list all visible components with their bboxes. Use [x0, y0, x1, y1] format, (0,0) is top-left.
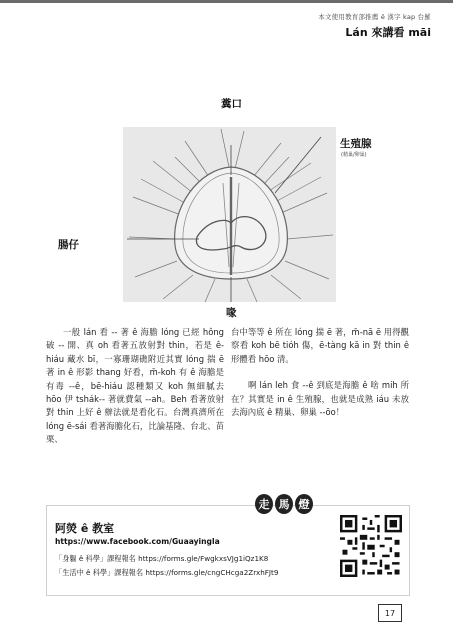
facebook-link[interactable]: https://www.facebook.com/Guaayingla [55, 537, 220, 546]
course-link-life-science[interactable]: 「生活中 ê 科學」課程報名 https://forms.gle/cngCHcga2ZrxhFJt9 [55, 568, 279, 577]
label-intestine: 腸仔 [58, 239, 79, 251]
label-mouth: 喙 [226, 307, 237, 319]
header-title: Lán 來講看 māi [345, 26, 431, 39]
label-gonad: 生殖腺 [340, 138, 372, 150]
page-number: 17 [378, 604, 402, 622]
banner-char: 馬 [275, 494, 293, 514]
banner-char: 走 [255, 494, 273, 514]
ticker-banner [255, 494, 313, 516]
sea-urchin-drawing [123, 127, 336, 302]
article-column-left [46, 326, 224, 447]
sea-urchin-figure [123, 127, 336, 302]
article-paragraph: 一般 lán 看 -- 著 ê 海膽 lóng 已經 hông 破 -- 開、真 oh 看著五放射對 thin，若是 ê-hiáu 藏水 bī，一寡珊瑚礁附近其實 lóng 揣 ē 著 in ê 形影 thang 好看，m̄-koh 有 ê 海膽是有毒 --ê，bē-hiáu 認種類又 koh 無細膩去 hōo 伊 tshák-- 著就費氣 --ah。Beh 看著放射對 thin 上好 ê 辦法就是看化石。台灣真濟所在 lóng ē-sái 看著海膽化石，比論基隆、台北、苗栗、 [46, 327, 224, 445]
article-paragraph: 啊 lán leh 食 --ê 到底是海膽 ê 啥 mih 所在？其實是 in ê 生殖腺，也就是成熟 iáu 未放去海內底 ê 精巢、卵巢 --ōo！ [231, 380, 409, 418]
header-note: 本文使用教育部推薦 ê 漢字 kap 台羅 [318, 13, 431, 21]
article-paragraph: 台中等等 ê 所在 lóng 揣 ē 著，m̄-nā ē 用得觀察看 koh bē tióh 傷，ē-tàng kā in 對 thin ê 形體看 hōo 清。 [231, 327, 409, 364]
banner-char: 燈 [295, 494, 313, 514]
top-rule [0, 0, 453, 3]
article-column-right [231, 326, 409, 419]
info-heading: 阿熒 ê 教室 [55, 522, 115, 535]
course-link-body-science[interactable]: 「身軀 ê 科學」課程報名 https://forms.gle/FwgkxsVJg1iQz1K8 [55, 554, 269, 563]
qr-code[interactable] [340, 515, 402, 577]
label-anus: 糞口 [221, 98, 242, 110]
label-gonad-sub: (精巢/卵巢) [341, 152, 367, 158]
